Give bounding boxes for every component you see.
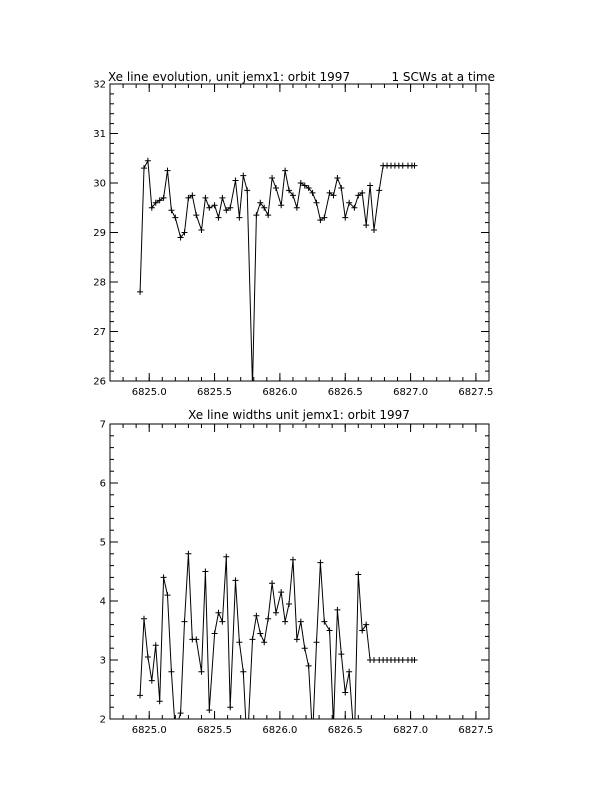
data-point-marker [219,619,225,625]
data-point-marker [313,639,319,645]
data-point-marker [145,654,151,660]
data-point-marker [236,639,242,645]
data-point-marker [302,645,308,651]
chart-bottom [100,408,494,749]
data-point-marker [282,619,288,625]
data-point-marker [212,202,218,208]
x-tick-label: 6825.0 [131,387,167,398]
data-point-marker [327,628,333,634]
data-point-marker [181,619,187,625]
data-point-marker [240,173,246,179]
data-point-marker [219,195,225,201]
data-point-marker [338,185,344,191]
data-point-marker [286,601,292,607]
data-point-marker [317,560,323,566]
data-point-marker [168,669,174,675]
data-point-marker [149,678,155,684]
data-point-marker [141,616,147,622]
data-point-marker [145,158,151,164]
data-point-marker [338,651,344,657]
data-point-marker [193,212,199,218]
data-point-marker [334,607,340,613]
data-point-marker [363,222,369,228]
y-tick-label: 26 [93,376,106,388]
data-point-marker [202,195,208,201]
x-tick-label: 6826.5 [327,725,363,736]
data-point-marker [249,636,255,642]
chart-top-plot-frame [110,84,489,381]
data-point-marker [206,707,212,713]
chart-top-title: Xe line evolution, unit jemx1: orbit 1997 [108,70,351,84]
chart-top [93,70,495,398]
y-tick-label: 28 [93,277,106,289]
chart-top-ticks [93,80,493,399]
y-tick-label: 27 [93,327,106,338]
data-point-marker [282,168,288,174]
data-point-marker [400,163,406,169]
data-point-marker [257,630,263,636]
y-tick-label: 7 [99,419,106,431]
data-point-marker [294,205,300,211]
x-tick-label: 6827.5 [458,387,494,398]
data-point-marker [355,571,361,577]
x-tick-label: 6825.0 [131,725,167,736]
y-tick-label: 3 [99,655,106,667]
data-point-marker [342,215,348,221]
data-point-marker [227,704,233,710]
data-point-marker [400,657,406,663]
data-point-marker [261,639,267,645]
data-point-marker [313,200,319,206]
data-point-marker [253,212,259,218]
x-tick-label: 6826.0 [262,725,298,736]
data-point-marker [265,212,271,218]
data-point-marker [346,669,352,675]
data-point-marker [157,698,163,704]
data-point-marker [198,227,204,233]
chart-bottom-plot-frame [110,424,489,719]
series-line-0 [140,161,414,386]
data-point-marker [202,569,208,575]
chart-top-subtitle: 1 SCWs at a time [391,70,495,84]
data-point-marker [161,574,167,580]
data-point-marker [168,207,174,213]
data-point-marker [342,689,348,695]
data-point-marker [232,178,238,184]
data-point-marker [137,692,143,698]
data-point-marker [376,187,382,193]
data-point-marker [215,215,221,221]
data-point-marker [165,592,171,598]
y-tick-label: 31 [93,129,106,140]
chart-top-series [137,158,417,386]
data-point-marker [278,589,284,595]
data-point-marker [321,619,327,625]
data-point-marker [371,227,377,233]
data-point-marker [244,187,250,193]
data-point-marker [359,628,365,634]
data-point-marker [269,580,275,586]
data-point-marker [198,669,204,675]
data-point-marker [141,165,147,171]
x-tick-label: 6827.5 [458,725,494,736]
data-point-marker [278,202,284,208]
data-point-marker [172,215,178,221]
data-point-marker [153,642,159,648]
chart-bottom-title: Xe line widths unit jemx1: orbit 1997 [188,408,410,422]
data-point-marker [185,551,191,557]
y-tick-label: 2 [99,714,106,726]
y-tick-label: 5 [99,537,106,549]
data-point-marker [269,175,275,181]
data-point-marker [294,636,300,642]
x-tick-label: 6827.0 [393,387,429,398]
y-tick-label: 29 [93,228,106,239]
y-tick-label: 30 [93,178,106,190]
data-point-marker [273,185,279,191]
data-point-marker [215,610,221,616]
data-point-marker [212,630,218,636]
data-point-marker [371,657,377,663]
data-point-marker [412,163,418,169]
x-tick-label: 6825.5 [197,725,233,736]
data-point-marker [412,657,418,663]
data-point-marker [290,557,296,563]
x-tick-label: 6826.5 [327,387,363,398]
data-point-marker [137,289,143,295]
y-tick-label: 4 [99,596,106,608]
x-tick-label: 6825.5 [197,387,233,398]
data-point-marker [253,613,259,619]
data-point-marker [236,215,242,221]
y-tick-label: 32 [93,79,106,91]
data-point-marker [240,669,246,675]
data-point-marker [206,205,212,211]
data-point-marker [232,577,238,583]
data-point-marker [273,610,279,616]
data-point-marker [265,616,271,622]
data-point-marker [223,554,229,560]
data-point-marker [298,619,304,625]
data-point-marker [193,636,199,642]
y-tick-label: 6 [99,478,106,490]
data-point-marker [165,168,171,174]
data-point-marker [367,182,373,188]
data-point-marker [178,710,184,716]
x-tick-label: 6826.0 [262,387,298,398]
data-point-marker [306,663,312,669]
x-tick-label: 6827.0 [393,725,429,736]
data-point-marker [363,622,369,628]
data-point-marker [334,175,340,181]
